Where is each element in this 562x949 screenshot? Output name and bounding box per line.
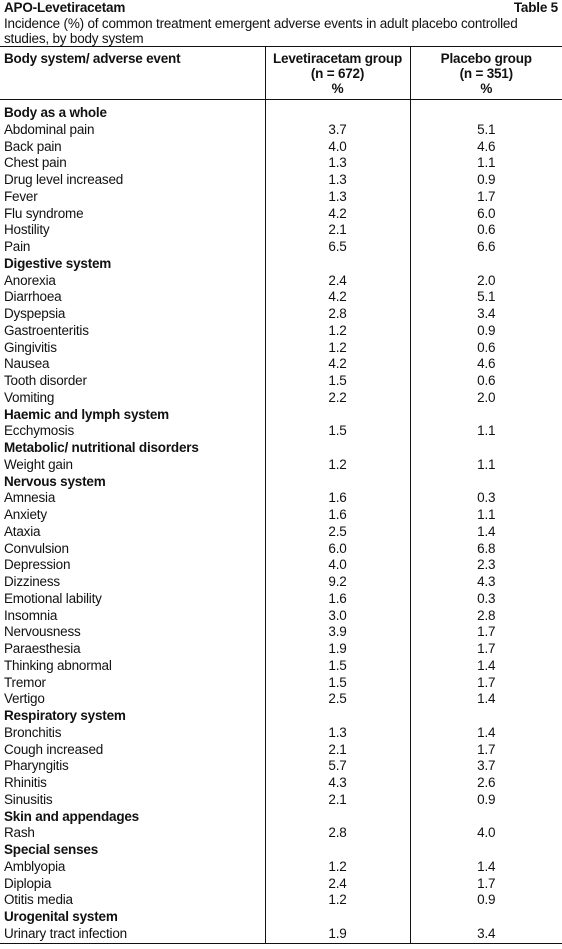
levetiracetam-value: 1.6 [265, 507, 410, 524]
table-label: Table 5 [513, 0, 558, 15]
levetiracetam-value: 4.2 [265, 289, 410, 306]
table-row [0, 306, 562, 323]
event-name: Tremor [0, 675, 265, 692]
placebo-value: 1.7 [477, 875, 496, 891]
event-name: Amnesia [0, 490, 265, 507]
adverse-events-table [0, 46, 562, 944]
levetiracetam-value: 1.3 [265, 172, 410, 189]
levetiracetam-value: 1.2 [265, 892, 410, 909]
section-label: Metabolic/ nutritional disorders [0, 440, 265, 457]
section-row [0, 256, 562, 273]
levetiracetam-value: 4.2 [265, 356, 410, 373]
table-caption-line: Incidence (%) of common treatment emergent adverse events in adult placebo controlled [4, 16, 518, 31]
levetiracetam-value: 9.2 [265, 574, 410, 591]
placebo-value: 0.6 [477, 373, 496, 388]
levetiracetam-value: 6.5 [265, 239, 410, 256]
section-label: Body as a whole [0, 100, 265, 122]
section-label: Skin and appendages [0, 809, 265, 826]
levetiracetam-value: 1.6 [265, 591, 410, 608]
levetiracetam-value: 2.5 [265, 524, 410, 541]
section-label: Digestive system [0, 256, 265, 273]
event-name: Bronchitis [0, 725, 265, 742]
header-line: (n = 672) [310, 66, 365, 81]
levetiracetam-value [265, 474, 410, 491]
placebo-value: 2.0 [477, 272, 496, 288]
levetiracetam-value: 1.5 [265, 373, 410, 390]
table-row [0, 139, 562, 156]
placebo-value: 0.9 [477, 791, 496, 807]
placebo-value [410, 256, 562, 273]
levetiracetam-value [265, 809, 410, 826]
table-row [0, 557, 562, 574]
table-row [0, 541, 562, 558]
section-row [0, 909, 562, 926]
event-name: Nausea [0, 356, 265, 373]
levetiracetam-value: 6.0 [265, 541, 410, 558]
table-row [0, 641, 562, 658]
event-name: Cough increased [0, 742, 265, 759]
levetiracetam-value: 2.1 [265, 792, 410, 809]
placebo-value: 1.7 [477, 641, 496, 656]
levetiracetam-value: 1.2 [265, 457, 410, 474]
levetiracetam-value: 2.8 [265, 306, 410, 323]
header-body-system [0, 47, 265, 100]
section-label: Nervous system [0, 474, 265, 491]
event-name: Otitis media [0, 892, 265, 909]
section-label: Haemic and lymph system [0, 407, 265, 424]
event-name: Anorexia [0, 273, 265, 290]
table-row [0, 155, 562, 172]
levetiracetam-value: 1.9 [265, 641, 410, 658]
table-body [0, 100, 562, 944]
placebo-value: 1.1 [477, 423, 496, 439]
placebo-value [410, 100, 562, 122]
placebo-value: 0.9 [477, 892, 496, 908]
placebo-value: 6.6 [477, 239, 496, 254]
placebo-value: 0.9 [477, 172, 496, 187]
event-name: Back pain [0, 139, 265, 156]
event-name: Chest pain [0, 155, 265, 172]
header-placebo-group [410, 47, 562, 100]
section-row [0, 100, 562, 122]
table-row [0, 691, 562, 708]
table-row [0, 624, 562, 641]
placebo-value [410, 407, 562, 424]
table-row [0, 591, 562, 608]
placebo-value: 0.9 [477, 322, 496, 338]
table-row [0, 289, 562, 306]
placebo-value: 4.0 [477, 825, 496, 841]
placebo-value: 0.6 [477, 339, 496, 355]
section-row [0, 842, 562, 859]
table-row [0, 876, 562, 893]
table-row [0, 507, 562, 524]
section-row [0, 474, 562, 491]
header-line: Placebo group [440, 51, 532, 66]
header-line: Levetiracetam group [273, 51, 402, 66]
table-row [0, 273, 562, 290]
event-name: Sinusitis [0, 792, 265, 809]
levetiracetam-value: 1.3 [265, 189, 410, 206]
placebo-value: 1.4 [477, 523, 496, 539]
table-caption-line: studies, by body system [4, 31, 144, 46]
event-name: Paraesthesia [0, 641, 265, 658]
event-name: Emotional lability [0, 591, 265, 608]
document-header [0, 0, 562, 16]
table-row [0, 574, 562, 591]
levetiracetam-value: 2.2 [265, 390, 410, 407]
placebo-value [410, 909, 562, 926]
section-row [0, 440, 562, 457]
levetiracetam-value: 1.2 [265, 859, 410, 876]
section-label: Special senses [0, 842, 265, 859]
levetiracetam-value: 1.5 [265, 658, 410, 675]
table-header-row [0, 47, 562, 100]
levetiracetam-value: 2.1 [265, 222, 410, 239]
table-row [0, 675, 562, 692]
placebo-value: 6.8 [477, 540, 496, 556]
table-row [0, 457, 562, 474]
placebo-value: 1.1 [477, 155, 496, 171]
table-row [0, 373, 562, 390]
event-name: Hostility [0, 222, 265, 239]
placebo-value: 3.7 [477, 758, 496, 774]
event-name: Urinary tract infection [0, 926, 265, 943]
levetiracetam-value: 3.9 [265, 624, 410, 641]
event-name: Thinking abnormal [0, 658, 265, 675]
placebo-value: 0.3 [477, 590, 496, 606]
table-row [0, 172, 562, 189]
table-row [0, 742, 562, 759]
table-row [0, 608, 562, 625]
placebo-value: 1.7 [477, 188, 496, 204]
levetiracetam-value: 1.2 [265, 340, 410, 357]
levetiracetam-value [265, 256, 410, 273]
placebo-value [410, 440, 562, 457]
event-name: Weight gain [0, 457, 265, 474]
placebo-value [410, 474, 562, 491]
placebo-value: 1.4 [477, 691, 496, 707]
section-label: Urogenital system [0, 909, 265, 926]
event-name: Pharyngitis [0, 758, 265, 775]
levetiracetam-value [265, 708, 410, 725]
levetiracetam-value: 4.0 [265, 557, 410, 574]
event-name: Anxiety [0, 507, 265, 524]
placebo-value: 4.6 [477, 138, 496, 154]
table-row [0, 792, 562, 809]
event-name: Gingivitis [0, 340, 265, 357]
event-name: Vertigo [0, 691, 265, 708]
levetiracetam-value [265, 909, 410, 926]
event-name: Diplopia [0, 876, 265, 893]
table-row [0, 122, 562, 139]
event-name: Ataxia [0, 524, 265, 541]
placebo-value [410, 842, 562, 859]
placebo-value: 0.6 [477, 222, 496, 238]
levetiracetam-value: 5.7 [265, 758, 410, 775]
event-name: Abdominal pain [0, 122, 265, 139]
levetiracetam-value: 1.5 [265, 675, 410, 692]
levetiracetam-value: 1.9 [265, 926, 410, 943]
levetiracetam-value: 1.3 [265, 725, 410, 742]
levetiracetam-value: 1.2 [265, 323, 410, 340]
placebo-value: 1.1 [477, 456, 496, 472]
levetiracetam-value: 2.5 [265, 691, 410, 708]
placebo-value: 1.7 [477, 674, 496, 690]
table-row [0, 758, 562, 775]
levetiracetam-value: 2.4 [265, 273, 410, 290]
placebo-value: 1.4 [477, 657, 496, 673]
placebo-value: 1.7 [477, 624, 496, 640]
section-row [0, 809, 562, 826]
placebo-value: 1.7 [477, 741, 496, 757]
event-name: Convulsion [0, 541, 265, 558]
placebo-value: 1.4 [477, 858, 496, 874]
table-row [0, 490, 562, 507]
event-name: Tooth disorder [0, 373, 265, 390]
header-levetiracetam-group [265, 47, 410, 100]
event-name: Ecchymosis [0, 423, 265, 440]
table-caption [0, 16, 562, 46]
placebo-value: 2.3 [477, 557, 496, 573]
levetiracetam-value: 2.4 [265, 876, 410, 893]
levetiracetam-value [265, 842, 410, 859]
placebo-value [410, 809, 562, 826]
event-name: Rhinitis [0, 775, 265, 792]
table-row [0, 323, 562, 340]
header-line: % [480, 81, 493, 96]
levetiracetam-value: 1.6 [265, 490, 410, 507]
event-name: Dyspepsia [0, 306, 265, 323]
placebo-value [410, 708, 562, 725]
levetiracetam-value: 4.0 [265, 139, 410, 156]
levetiracetam-value: 3.7 [265, 122, 410, 139]
header-line: Body system/ adverse event [4, 51, 181, 66]
section-label: Respiratory system [0, 708, 265, 725]
header-line: % [331, 81, 344, 96]
event-name: Amblyopia [0, 859, 265, 876]
placebo-value: 5.1 [477, 121, 496, 137]
header-line: (n = 351) [459, 66, 513, 81]
event-name: Drug level increased [0, 172, 265, 189]
table-row [0, 524, 562, 541]
event-name: Depression [0, 557, 265, 574]
table-row [0, 892, 562, 909]
event-name: Nervousness [0, 624, 265, 641]
table-row [0, 189, 562, 206]
event-name: Fever [0, 189, 265, 206]
placebo-value: 2.6 [477, 775, 496, 790]
table-row [0, 390, 562, 407]
placebo-value: 2.0 [477, 389, 496, 405]
event-name: Diarrhoea [0, 289, 265, 306]
table-row [0, 222, 562, 239]
levetiracetam-value: 2.8 [265, 825, 410, 842]
event-name: Pain [0, 239, 265, 256]
event-name: Flu syndrome [0, 206, 265, 223]
table-row [0, 825, 562, 842]
table-row [0, 725, 562, 742]
placebo-value: 1.4 [477, 724, 496, 740]
placebo-value: 4.3 [477, 574, 496, 589]
table-row [0, 859, 562, 876]
table-row [0, 239, 562, 256]
placebo-value: 3.4 [477, 306, 496, 321]
document-title: APO-Levetiracetam [4, 0, 126, 15]
levetiracetam-value: 3.0 [265, 608, 410, 625]
table-row [0, 775, 562, 792]
levetiracetam-value: 2.1 [265, 742, 410, 759]
levetiracetam-value: 4.2 [265, 206, 410, 223]
event-name: Vomiting [0, 390, 265, 407]
table-row [0, 356, 562, 373]
section-row [0, 708, 562, 725]
levetiracetam-value: 1.5 [265, 423, 410, 440]
event-name: Dizziness [0, 574, 265, 591]
table-row [0, 926, 562, 943]
event-name: Rash [0, 825, 265, 842]
levetiracetam-value: 4.3 [265, 775, 410, 792]
placebo-value: 0.3 [477, 490, 496, 506]
table-row [0, 423, 562, 440]
levetiracetam-value [265, 100, 410, 122]
table-row [0, 340, 562, 357]
table-row [0, 658, 562, 675]
levetiracetam-value: 1.3 [265, 155, 410, 172]
table-row [0, 206, 562, 223]
event-name: Gastroenteritis [0, 323, 265, 340]
placebo-value: 5.1 [477, 289, 496, 305]
placebo-value: 3.4 [477, 925, 496, 941]
levetiracetam-value [265, 407, 410, 424]
section-row [0, 407, 562, 424]
placebo-value: 1.1 [477, 507, 496, 522]
placebo-value: 2.8 [477, 607, 496, 623]
placebo-value: 6.0 [477, 205, 496, 221]
placebo-value: 4.6 [477, 356, 496, 372]
event-name: Insomnia [0, 608, 265, 625]
levetiracetam-value [265, 440, 410, 457]
